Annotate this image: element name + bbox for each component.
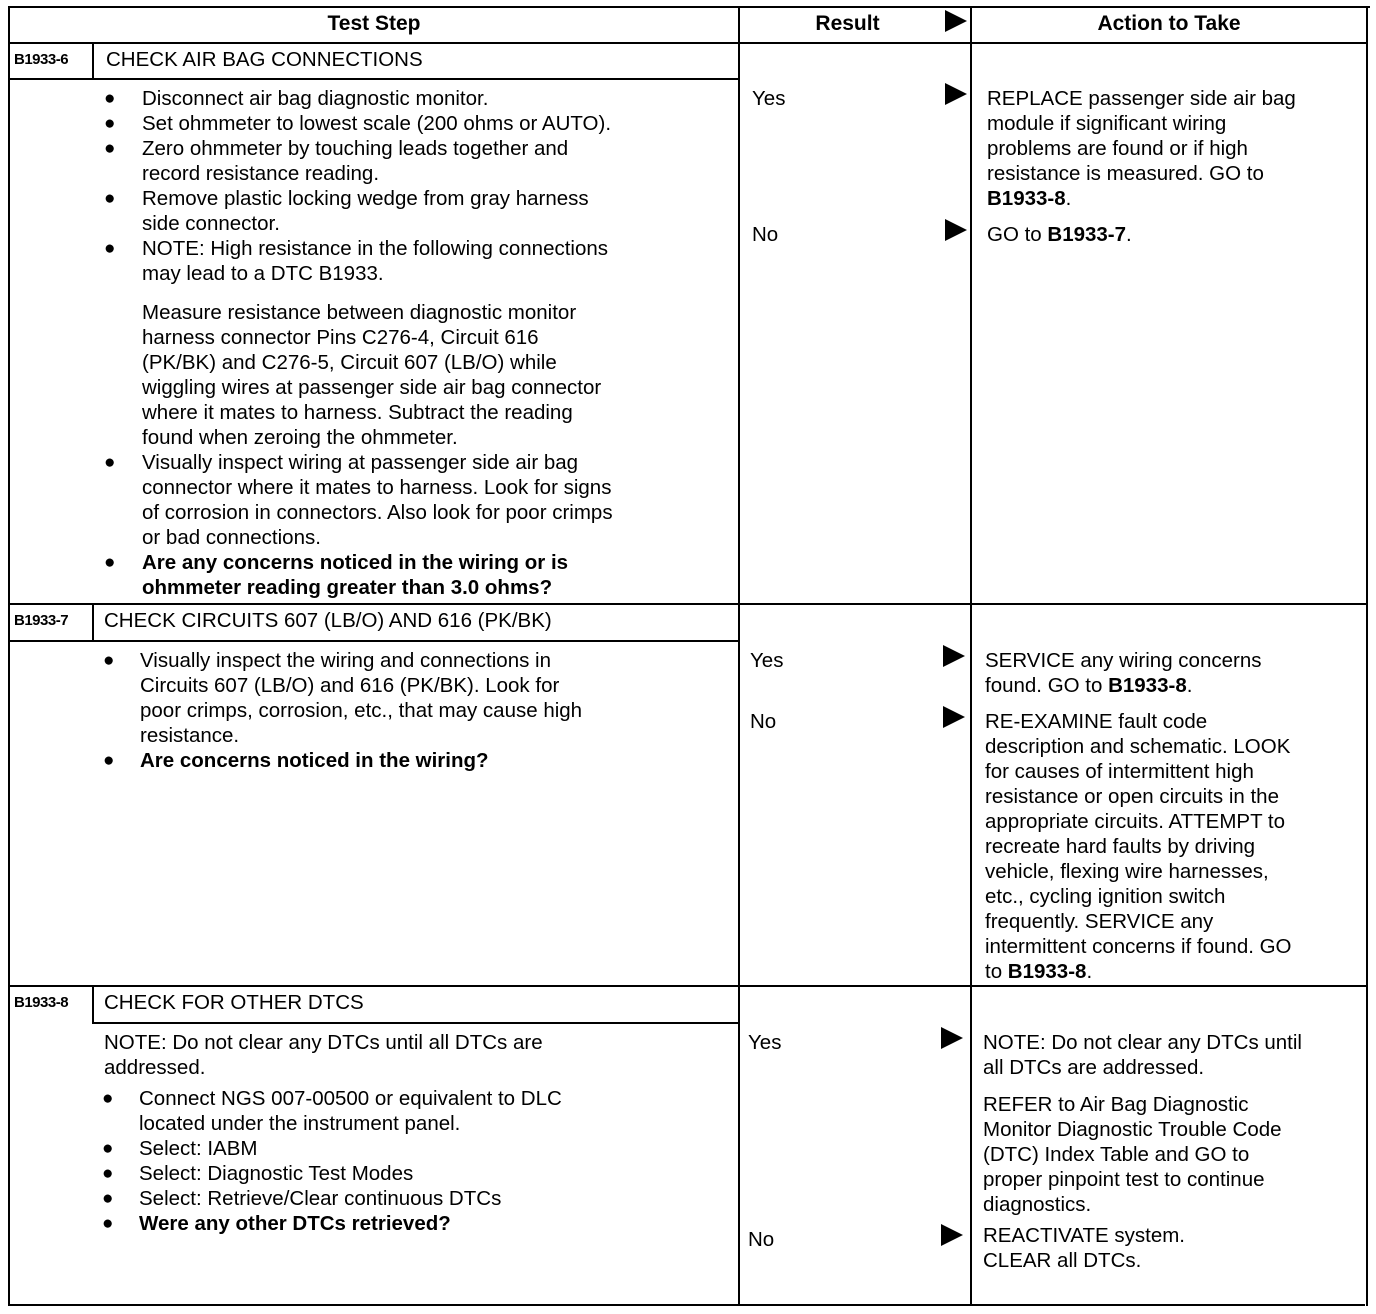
bullet-icon: ● <box>104 188 116 209</box>
action-line: GO to B1933-7. <box>987 223 1132 246</box>
step3-id-divider <box>92 985 94 1024</box>
table-right-border <box>1366 6 1368 1306</box>
bullet-icon: ● <box>102 1163 114 1184</box>
table-bottom-border <box>8 1304 1365 1306</box>
step-reference: B1933-8 <box>1007 960 1087 983</box>
bullet-icon: ● <box>102 1088 114 1109</box>
action-line: for causes of intermittent high <box>985 760 1254 783</box>
step-text-line: Remove plastic locking wedge from gray harness <box>142 187 589 210</box>
result-no: No <box>752 223 779 246</box>
bullet-icon: ● <box>103 650 115 671</box>
step-text-line: Disconnect air bag diagnostic monitor. <box>142 87 489 110</box>
arrow-right-icon <box>945 219 967 241</box>
action-line: vehicle, flexing wire harnesses, <box>985 860 1269 883</box>
step-text-line: connector where it mates to harness. Look for signs <box>142 476 612 499</box>
step3-title-border <box>92 1022 740 1024</box>
step-text-line: resistance. <box>140 724 240 747</box>
step-text-line: Zero ohmmeter by touching leads together and <box>142 137 569 160</box>
action-line: REPLACE passenger side air bag <box>987 87 1296 110</box>
step-title: CHECK FOR OTHER DTCS <box>104 991 364 1014</box>
step-text-line: harness connector Pins C276-4, Circuit 616 <box>142 326 539 349</box>
arrow-right-icon <box>941 1027 963 1049</box>
action-line: frequently. SERVICE any <box>985 910 1214 933</box>
step-text-line: Select: Diagnostic Test Modes <box>139 1162 414 1185</box>
step-text-line: Select: IABM <box>139 1137 258 1160</box>
action-line: REFER to Air Bag Diagnostic <box>983 1093 1249 1116</box>
result-yes: Yes <box>748 1031 782 1054</box>
step-text-line: found when zeroing the ohmmeter. <box>142 426 458 449</box>
step-reference: B1933-8 <box>987 187 1066 210</box>
action-line: to B1933-8. <box>985 960 1093 983</box>
arrow-right-icon <box>943 706 965 728</box>
header-bottom-border <box>8 42 1368 44</box>
action-line: diagnostics. <box>983 1193 1092 1216</box>
bullet-icon: ● <box>102 1138 114 1159</box>
action-line: all DTCs are addressed. <box>983 1056 1205 1079</box>
bullet-icon: ● <box>104 113 116 134</box>
action-line: etc., cycling ignition switch <box>985 885 1226 908</box>
step-question-line: ohmmeter reading greater than 3.0 ohms? <box>142 576 553 599</box>
step-question-line: Are concerns noticed in the wiring? <box>140 749 489 772</box>
step-text-line: Visually inspect the wiring and connections in <box>140 649 552 672</box>
action-line: recreate hard faults by driving <box>985 835 1256 858</box>
step-text-line: of corrosion in connectors. Also look for poor crimps <box>142 501 613 524</box>
step-text-line: Set ohmmeter to lowest scale (200 ohms or AUTO). <box>142 112 612 135</box>
result-no: No <box>748 1228 775 1251</box>
action-line: B1933-8. <box>987 187 1072 210</box>
action-line: CLEAR all DTCs. <box>983 1249 1142 1272</box>
header-action: Action to Take <box>1097 12 1241 35</box>
bullet-icon: ● <box>102 1213 114 1234</box>
action-line: SERVICE any wiring concerns <box>985 649 1262 672</box>
action-line: resistance is measured. GO to <box>987 162 1264 185</box>
step-id: B1933-6 <box>14 51 69 68</box>
table-top-border <box>8 6 1370 8</box>
step-text-line: NOTE: High resistance in the following connections <box>142 237 609 260</box>
step-id: B1933-7 <box>14 612 69 629</box>
step1-title-border <box>8 78 740 80</box>
result-yes: Yes <box>750 649 784 672</box>
step-text-line: (PK/BK) and C276-5, Circuit 607 (LB/O) while <box>142 351 557 374</box>
step-divider-1 <box>8 603 1368 605</box>
step-title: CHECK AIR BAG CONNECTIONS <box>106 48 423 71</box>
step-text-line: may lead to a DTC B1933. <box>142 262 384 285</box>
arrow-right-icon <box>943 645 965 667</box>
step-text-line: located under the instrument panel. <box>139 1112 461 1135</box>
action-line: appropriate circuits. ATTEMPT to <box>985 810 1286 833</box>
action-line: (DTC) Index Table and GO to <box>983 1143 1250 1166</box>
step-text-line: or bad connections. <box>142 526 321 549</box>
step1-id-divider <box>92 42 94 80</box>
step-question-line: Are any concerns noticed in the wiring or is <box>142 551 569 574</box>
result-yes: Yes <box>752 87 786 110</box>
bullet-icon: ● <box>104 138 116 159</box>
step2-id-divider <box>92 603 94 642</box>
action-line: REACTIVATE system. <box>983 1224 1185 1247</box>
step-reference: B1933-7 <box>1047 223 1127 246</box>
action-line: RE-EXAMINE fault code <box>985 710 1208 733</box>
action-line: module if significant wiring <box>987 112 1227 135</box>
step-reference: B1933-8 <box>1108 674 1187 697</box>
step-title: CHECK CIRCUITS 607 (LB/O) AND 616 (PK/BK) <box>104 609 552 632</box>
step-text-line: side connector. <box>142 212 280 235</box>
action-line: resistance or open circuits in the <box>985 785 1279 808</box>
bullet-icon: ● <box>104 88 116 109</box>
step-question-line: Were any other DTCs retrieved? <box>139 1212 451 1235</box>
step-text-line: poor crimps, corrosion, etc., that may cause high <box>140 699 583 722</box>
bullet-icon: ● <box>104 552 116 573</box>
arrow-right-icon <box>941 1224 963 1246</box>
step-id: B1933-8 <box>14 994 69 1011</box>
bullet-icon: ● <box>104 238 116 259</box>
step-text-line: Measure resistance between diagnostic monitor <box>142 301 577 324</box>
step-divider-2 <box>8 985 1368 987</box>
header-arrow-icon <box>945 10 967 32</box>
bullet-icon: ● <box>102 1188 114 1209</box>
bullet-icon: ● <box>104 452 116 473</box>
column-divider-action <box>970 6 972 1306</box>
step-text-line: Circuits 607 (LB/O) and 616 (PK/BK). Look for <box>140 674 560 697</box>
header-test-step: Test Step <box>327 12 421 35</box>
action-line: found. GO to B1933-8. <box>985 674 1193 697</box>
action-line: problems are found or if high <box>987 137 1248 160</box>
action-line: NOTE: Do not clear any DTCs until <box>983 1031 1302 1054</box>
arrow-right-icon <box>945 83 967 105</box>
step-text-line: addressed. <box>104 1056 206 1079</box>
bullet-icon: ● <box>103 750 115 771</box>
action-line: proper pinpoint test to continue <box>983 1168 1265 1191</box>
step-text-line: Select: Retrieve/Clear continuous DTCs <box>139 1187 502 1210</box>
column-divider-result <box>738 6 740 1306</box>
result-no: No <box>750 710 777 733</box>
action-line: description and schematic. LOOK <box>985 735 1291 758</box>
step-text-line: where it mates to harness. Subtract the reading <box>142 401 573 424</box>
table-left-border <box>8 6 10 1306</box>
step-text-line: wiggling wires at passenger side air bag connector <box>142 376 602 399</box>
step2-title-border <box>8 640 740 642</box>
step-text-line: Connect NGS 007-00500 or equivalent to DLC <box>139 1087 562 1110</box>
step-text-line: Visually inspect wiring at passenger side air bag <box>142 451 579 474</box>
step-text-line: record resistance reading. <box>142 162 380 185</box>
action-line: intermittent concerns if found. GO <box>985 935 1292 958</box>
step-text-line: NOTE: Do not clear any DTCs until all DTCs are <box>104 1031 543 1054</box>
action-line: Monitor Diagnostic Trouble Code <box>983 1118 1282 1141</box>
header-result: Result <box>815 12 880 35</box>
